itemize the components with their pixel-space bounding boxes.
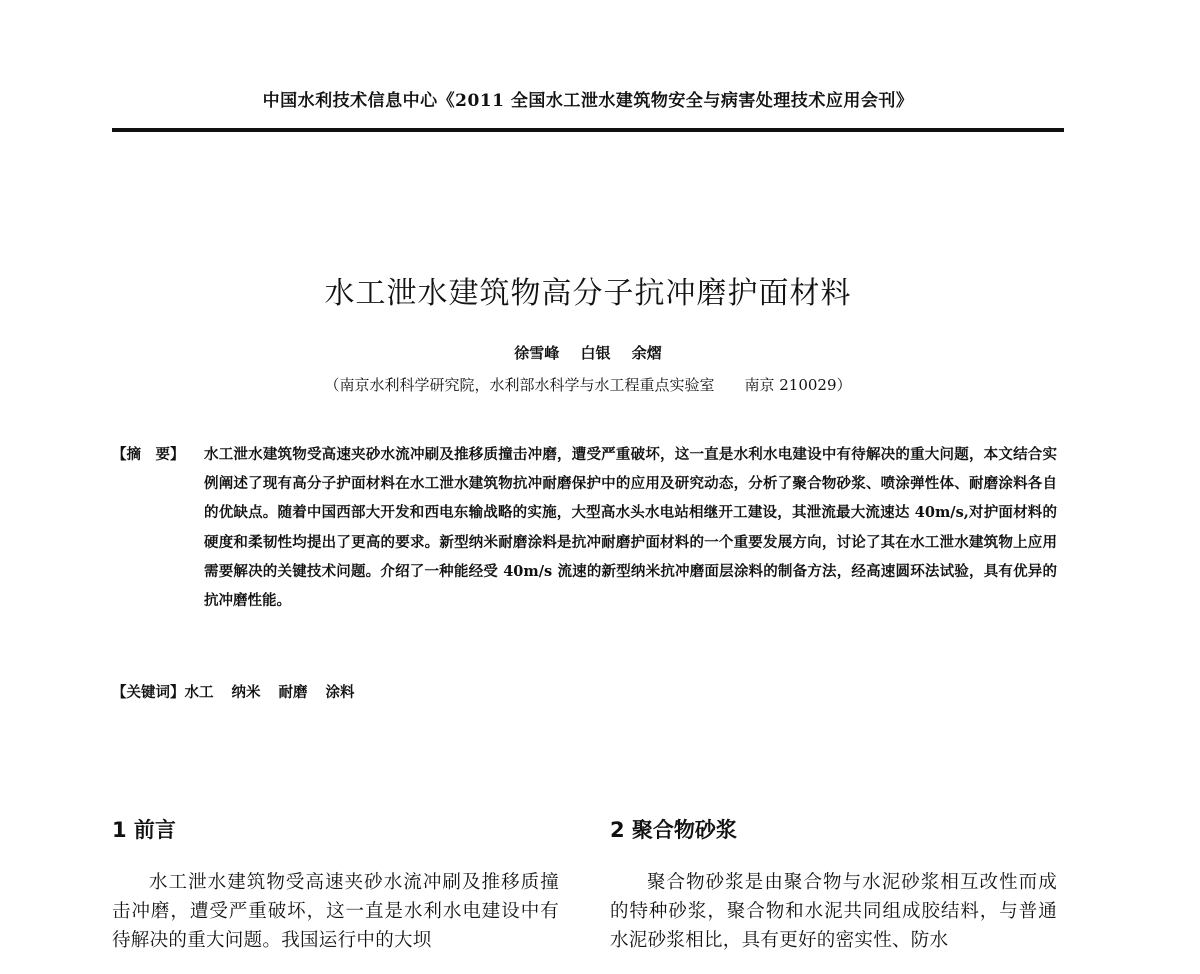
- author-name: 白银: [580, 344, 611, 362]
- abstract-label: 【摘 要】: [112, 446, 185, 463]
- author-affiliation: （南京水利科学研究院，水利部水科学与水工程重点实验室 南京 210029）: [324, 376, 852, 394]
- section-title: 2 聚合物砂浆: [610, 818, 737, 842]
- keyword: 水工: [184, 684, 214, 701]
- section-polymer-mortar: [610, 812, 1057, 974]
- journal-header: 中国水利技术信息中心《2011 全国水工泄水建筑物安全与病害处理技术应用会刊》: [262, 91, 914, 111]
- keyword: 纳米: [231, 684, 261, 701]
- section-introduction: [112, 812, 559, 974]
- section-paragraph: 聚合物砂浆是由聚合物与水泥砂浆相互改性而成的特种砂浆，聚合物和水泥共同组成胶结料，与普通水泥砂浆相比，具有更好的密实性、防水: [610, 872, 1057, 951]
- author-list: [112, 342, 1064, 363]
- author-name: 徐雪峰: [514, 344, 560, 362]
- paper-title: 水工泄水建筑物高分子抗冲磨护面材料: [324, 276, 852, 311]
- section-title: 1 前言: [112, 818, 176, 842]
- section-paragraph: 水工泄水建筑物受高速夹砂水流冲刷及推移质撞击冲磨，遭受严重破坏，这一直是水利水电建设中有待解决的重大问题。我国运行中的大坝: [112, 872, 559, 951]
- keyword: 耐磨: [278, 684, 308, 701]
- abstract-block: [112, 440, 1057, 615]
- author-name: 余熠: [631, 344, 662, 362]
- header-rule: [112, 128, 1064, 132]
- keyword: 涂料: [325, 684, 355, 701]
- keywords-label: 【关键词】: [112, 684, 185, 701]
- abstract-text: 水工泄水建筑物受高速夹砂水流冲刷及推移质撞击冲磨，遭受严重破坏，这一直是水利水电建设中有待解决的重大问题，本文结合实例阐述了现有高分子护面材料在水工泄水建筑物抗冲耐磨保护中的应用及研究动态，分析了聚合物砂浆、喷涂弹性体、耐磨涂料各自的优缺点。随着中国西部大开发和西电东输战略的实施，大型高水头水电站相继开工建设，其泄流最大流速达 40m/s,对护面材料的硬度和柔韧性均提出了更高的要求。新型纳米耐磨涂料是抗冲耐磨护面材料的一个重要发展方向，讨论了其在水工泄水建筑物上应用需要解决的关键技术问题。介绍了一种能经受 40m/s 流速的新型纳米抗冲磨面层涂料的制备方法，经高速圆环法试验，具有优异的抗冲磨性能。: [204, 446, 1057, 610]
- keywords-block: [112, 681, 1057, 702]
